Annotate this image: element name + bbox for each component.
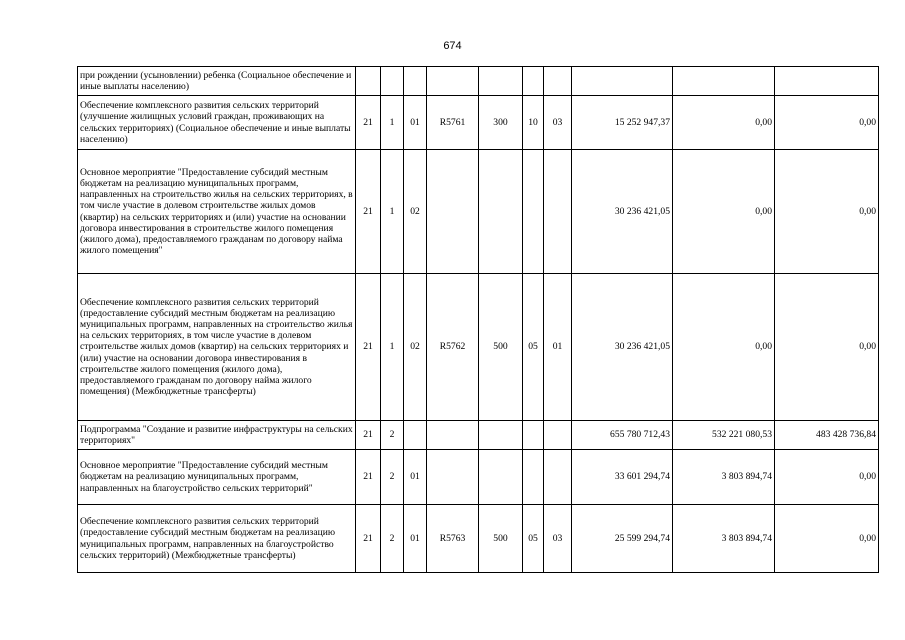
- section-code: [523, 150, 544, 274]
- row-name: Обеспечение комплексного развития сельских территорий (предоставление субсидий местным бюджетам на реализацию муниципальных программ, направленных на благоустройство сельских территорий) (Межбюджетные трансферты): [78, 505, 356, 573]
- program-code: 21: [356, 274, 381, 421]
- amount-2: 0,00: [673, 96, 775, 150]
- amount-3: 0,00: [775, 150, 879, 274]
- subprogram-code: 1: [381, 274, 404, 421]
- amount-1: [572, 67, 673, 96]
- direction-code: R5762: [427, 274, 479, 421]
- budget-table: [77, 66, 879, 573]
- page-number: 674: [443, 40, 462, 52]
- amount-3: 0,00: [775, 274, 879, 421]
- subprogram-code: 1: [381, 96, 404, 150]
- table-body: [78, 67, 879, 573]
- row-name: Обеспечение комплексного развития сельских территорий (предоставление субсидий местным бюджетам на реализацию муниципальных программ, направленных на строительство жилья на сельских территориях, в том числе участие в долевом строительстве жилых домов (квартир) на сельских территориях и (или) участие на основании договора инвестирования в строительстве жилого помещения (жилого дома), предоставляемого гражданам по договору найма жилого помещения) (Межбюджетные трансферты): [78, 274, 356, 421]
- amount-1: 33 601 294,74: [572, 450, 673, 505]
- program-code: 21: [356, 421, 381, 450]
- row-name: Основное мероприятие "Предоставление субсидий местным бюджетам на реализацию муниципальных программ, направленных на строительство жилья на сельских территориях, в том числе участие в долевом строительстве жилых домов (квартир) на сельских территориях и (или) участие на основании договора инвестирования в строительстве жилого помещения (жилого дома), предоставляемого гражданам по договору найма жилого помещения": [78, 150, 356, 274]
- table-row: [78, 150, 879, 274]
- subsection-code: 03: [544, 505, 572, 573]
- expense-type-code: 500: [479, 505, 523, 573]
- row-name: Подпрограмма "Создание и развитие инфраструктуры на сельских территориях": [78, 421, 356, 450]
- subprogram-code: 1: [381, 150, 404, 274]
- amount-2: 0,00: [673, 150, 775, 274]
- amount-2: 532 221 080,53: [673, 421, 775, 450]
- expense-type-code: [479, 67, 523, 96]
- measure-code: 01: [404, 96, 427, 150]
- direction-code: [427, 421, 479, 450]
- subsection-code: [544, 450, 572, 505]
- direction-code: R5761: [427, 96, 479, 150]
- program-code: 21: [356, 150, 381, 274]
- amount-1: 655 780 712,43: [572, 421, 673, 450]
- measure-code: [404, 67, 427, 96]
- measure-code: 02: [404, 274, 427, 421]
- table-row: [78, 505, 879, 573]
- section-code: 10: [523, 96, 544, 150]
- measure-code: [404, 421, 427, 450]
- measure-code: 01: [404, 505, 427, 573]
- subprogram-code: 2: [381, 421, 404, 450]
- direction-code: [427, 450, 479, 505]
- amount-2: 3 803 894,74: [673, 505, 775, 573]
- expense-type-code: [479, 450, 523, 505]
- table-row: [78, 96, 879, 150]
- subsection-code: [544, 421, 572, 450]
- expense-type-code: [479, 150, 523, 274]
- amount-2: 0,00: [673, 274, 775, 421]
- subsection-code: [544, 67, 572, 96]
- direction-code: [427, 150, 479, 274]
- direction-code: [427, 67, 479, 96]
- amount-1: 25 599 294,74: [572, 505, 673, 573]
- subprogram-code: 2: [381, 450, 404, 505]
- amount-2: 3 803 894,74: [673, 450, 775, 505]
- amount-1: 30 236 421,05: [572, 274, 673, 421]
- subsection-code: [544, 150, 572, 274]
- amount-1: 30 236 421,05: [572, 150, 673, 274]
- expense-type-code: 300: [479, 96, 523, 150]
- subsection-code: 03: [544, 96, 572, 150]
- section-code: [523, 67, 544, 96]
- table-row: [78, 67, 879, 96]
- program-code: 21: [356, 450, 381, 505]
- amount-3: 0,00: [775, 96, 879, 150]
- subprogram-code: [381, 67, 404, 96]
- section-code: [523, 421, 544, 450]
- section-code: 05: [523, 274, 544, 421]
- program-code: [356, 67, 381, 96]
- subsection-code: 01: [544, 274, 572, 421]
- amount-3: 0,00: [775, 450, 879, 505]
- expense-type-code: 500: [479, 274, 523, 421]
- section-code: 05: [523, 505, 544, 573]
- direction-code: R5763: [427, 505, 479, 573]
- measure-code: 01: [404, 450, 427, 505]
- measure-code: 02: [404, 150, 427, 274]
- subprogram-code: 2: [381, 505, 404, 573]
- amount-2: [673, 67, 775, 96]
- row-name: при рождении (усыновлении) ребенка (Социальное обеспечение и иные выплаты населению): [78, 67, 356, 96]
- row-name: Обеспечение комплексного развития сельских территорий (улучшение жилищных условий граждан, проживающих на сельских территориях) (Социальное обеспечение и иные выплаты населению): [78, 96, 356, 150]
- amount-3: [775, 67, 879, 96]
- table-row: [78, 421, 879, 450]
- program-code: 21: [356, 96, 381, 150]
- section-code: [523, 450, 544, 505]
- row-name: Основное мероприятие "Предоставление субсидий местным бюджетам на реализацию муниципальных программ, направленных на благоустройство сельских территорий": [78, 450, 356, 505]
- amount-1: 15 252 947,37: [572, 96, 673, 150]
- amount-3: 483 428 736,84: [775, 421, 879, 450]
- table-row: [78, 274, 879, 421]
- amount-3: 0,00: [775, 505, 879, 573]
- table-row: [78, 450, 879, 505]
- expense-type-code: [479, 421, 523, 450]
- program-code: 21: [356, 505, 381, 573]
